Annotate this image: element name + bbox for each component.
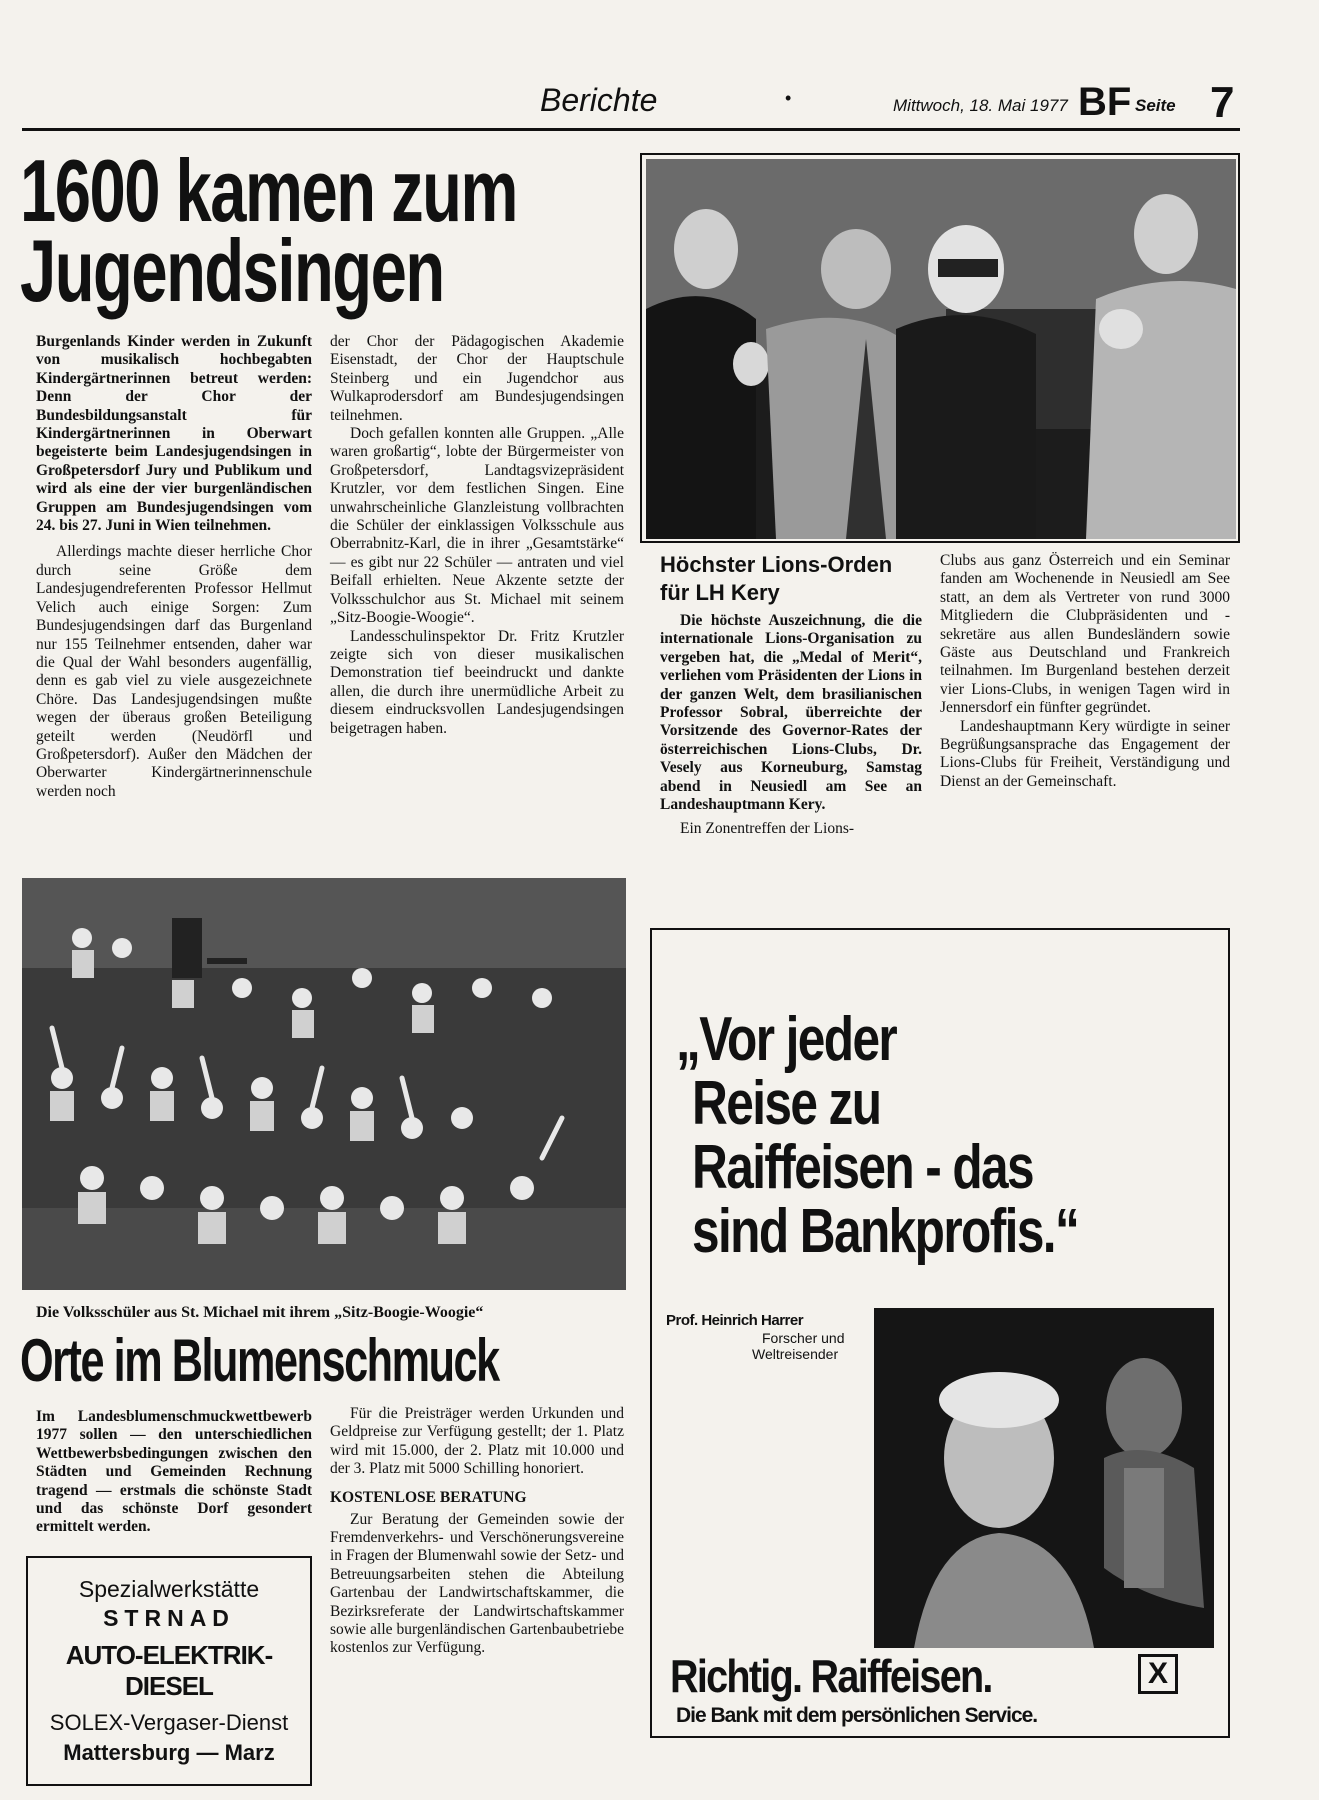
raiffeisen-logo-glyph: X (1147, 1657, 1168, 1690)
article-lead: Die höchste Auszeichnung, die die internationale Lions-Organisation zu vergeben hat, die „Medal of Merit“, verliehen vom Präsidenten der Lions in der ganzen Welt, dem brasilianischen Professor Sobral, überreichte der Vorsitzende des Governor-Rates der österreichischen Lions-Clubs, Dr. Vesely aus Korneuburg, Samstag abend in Neusiedl am See an Landeshauptmann Kery. (660, 612, 922, 814)
lions-award-photo (646, 159, 1236, 539)
article-paragraph: Doch gefallen konnten alle Gruppen. „Alle waren großartig“, lobte der Bürgermeister von Großpetersdorf, Landtagsvizepräsident Krutzler, vor dem festlichen Singen. Eine unwahrscheinliche Glanzleistung vollbrachten die Schüler der einklassigen Volksschule aus Oberrabnitz-Karl, die in ihrer „Gesamtstärke“ — es gibt nur 22 Schüler — antraten und viel Beifall erhielten. Neue Akzente setzte der Volksschulchor aus St. Michael mit seinem „Sitz-Boogie-Woogie“. (330, 425, 624, 627)
ad-strnad-line5: Mattersburg — Marz (63, 1740, 275, 1765)
article-paragraph: Für die Preisträger werden Urkunden und Geldpreise zur Verfügung gestellt; der 1. Platz wird mit 15.000, der 2. Platz mit 10.000 und der 3. Platz mit 5000 Schilling honoriert. (330, 1405, 624, 1478)
article-lead: Im Landesblumenschmuckwettbewerb 1977 sollen — den unterschiedlichen Wettbewerbsbedingungen zwischen den Städten und Gemeinden Rechnung tragend — erstmals die schönste Stadt und das schönste Dorf gesondert ermittelt werden. (36, 1408, 312, 1536)
article-blumenschmuck-col2 (330, 1405, 624, 1658)
header-rule (22, 128, 1240, 131)
ad-quote-line2: Reise zu (692, 1069, 881, 1138)
newspaper-logo: BF (1078, 80, 1132, 124)
page-number: 7 (1210, 78, 1235, 127)
article-paragraph: Clubs aus ganz Österreich und ein Seminar fanden am Wochenende in Neusiedl am See statt, an dem als Vertreter von rund 3000 Mitgliedern die Clubpräsidenten und -sekretäre aus allen Bundesländern sowie Gäste aus Deutschland und Frankreich teilnahmen. Im Burgenland bestehen derzeit vier Lions-Clubs, in wenigen Tagen wird in Jennersdorf ein fünfter gegründet. (940, 552, 1230, 717)
ad-strnad-line1: Spezialwerkstätte (78, 1576, 260, 1602)
ad-quote-line3: Raiffeisen - das (692, 1133, 1033, 1202)
ad-strnad-line2: STRNAD (103, 1605, 235, 1631)
article-blumenschmuck-col1 (36, 1408, 312, 1537)
ad-tagline: Die Bank mit dem persönlichen Service. (676, 1704, 1038, 1727)
article-paragraph: Allerdings machte dieser herrliche Chor durch seine Größe dem Landesjugendreferenten Professor Hellmut Velich auch einige Sorgen: Zum Bundesjugendsingen darf das Burgenland nur 155 Teilnehmer entsenden, daher war die Qual der Wahl besonders augenfällig, denn es gab viel zu viele ausgezeichnete Chöre. Das Landesjugendsingen mußte wegen der überaus großen Beteiligung geteilt werden (Neudörfl und Großpetersdorf). Außer den Mädchen der Oberwarter Kindergärtnerinnenschule werden noch (36, 543, 312, 800)
headline-lions-line2: für LH Kery (660, 580, 780, 605)
issue-date: Mittwoch, 18. Mai 1977 (893, 96, 1068, 115)
article-lions-col2 (940, 552, 1230, 791)
headline-jugendsingen-line2: Jugendsingen (20, 221, 444, 320)
headline-lions-line1: Höchster Lions-Orden (660, 552, 893, 577)
section-title: Berichte (540, 82, 658, 118)
choir-photo-caption: Die Volksschüler aus St. Michael mit ihrem „Sitz-Boogie-Woogie“ (36, 1304, 484, 1321)
ad-quote-line1: „Vor jeder (676, 1005, 897, 1074)
article-lions-col1 (660, 612, 922, 839)
ad-person-role-line2: Weltreisender (752, 1346, 839, 1362)
lions-photo-frame (640, 153, 1240, 543)
article-jugendsingen-col2 (330, 333, 624, 738)
page-header (0, 0, 1319, 130)
article-lead: Burgenlands Kinder werden in Zukunft von musikalisch hochbegabten Kindergärtnerinnen betreut werden: Denn der Chor der Bundesbildungsanstalt für Kindergärtnerinnen in Oberwart begeisterte beim Landesjugendsingen in Großpetersdorf Jury und Publikum und wird als eine der vier burgenländischen Gruppen am Bundesjugendsingen vom 24. bis 27. Juni in Wien teilnehmen. (36, 333, 312, 535)
headline-jugendsingen-line1: 1600 kamen zum (20, 141, 517, 240)
article-jugendsingen-col1 (36, 333, 312, 801)
raiffeisen-logo-icon (1138, 1654, 1178, 1694)
ad-person-role-line1: Forscher und (762, 1330, 845, 1346)
page-label: Seite (1135, 96, 1176, 115)
ad-raiffeisen (650, 928, 1230, 1738)
ad-quote-line4: sind Bankprofis.“ (692, 1197, 1079, 1266)
harrer-portrait (874, 1308, 1214, 1648)
ad-strnad-line4: SOLEX-Vergaser-Dienst (49, 1710, 289, 1735)
ad-person-name: Prof. Heinrich Harrer (666, 1312, 804, 1329)
article-subhead: KOSTENLOSE BERATUNG (330, 1488, 527, 1506)
header-bullet: • (785, 88, 792, 108)
ad-strnad (26, 1556, 312, 1786)
article-paragraph: Ein Zonentreffen der Lions- (680, 820, 855, 838)
article-paragraph: Landeshauptmann Kery würdigte in seiner Begrüßungsansprache das Engagement der Lions-Clubs für Freiheit, Verständigung und Dienst an der Gemeinschaft. (940, 717, 1230, 790)
article-paragraph: Landesschulinspektor Dr. Fritz Krutzler zeigte sich von dieser musikalischen Demonstration tief beeindruckt und dankte allen, die durch ihre unermüdliche Arbeit zu diesem eindrucksvollen Landesjugendsingen beigetragen haben. (330, 627, 624, 737)
choir-photo (22, 878, 626, 1290)
ad-strnad-line3: AUTO-ELEKTRIK-DIESEL (65, 1640, 273, 1701)
headline-blumenschmuck: Orte im Blumenschmuck (20, 1327, 499, 1394)
article-paragraph: Zur Beratung der Gemeinden sowie der Fremdenverkehrs- und Verschönerungsvereine in Fragen der Blumenwahl sowie der Setz- und Betreuungsarbeiten stehen die Abteilung Gartenbau der Landwirtschaftskammer, die Bezirksreferate der Landwirtschaftskammer sowie alle burgenländischen Gartenbaubetriebe kostenlos zur Verfügung. (330, 1510, 624, 1657)
ad-slogan: Richtig. Raiffeisen. (670, 1650, 992, 1702)
article-paragraph: der Chor der Pädagogischen Akademie Eisenstadt, der Chor der Hauptschule Steinberg und ein Jugendchor aus Wulkaprodersdorf am Bundesjugendsingen teilnehmen. (330, 333, 624, 424)
